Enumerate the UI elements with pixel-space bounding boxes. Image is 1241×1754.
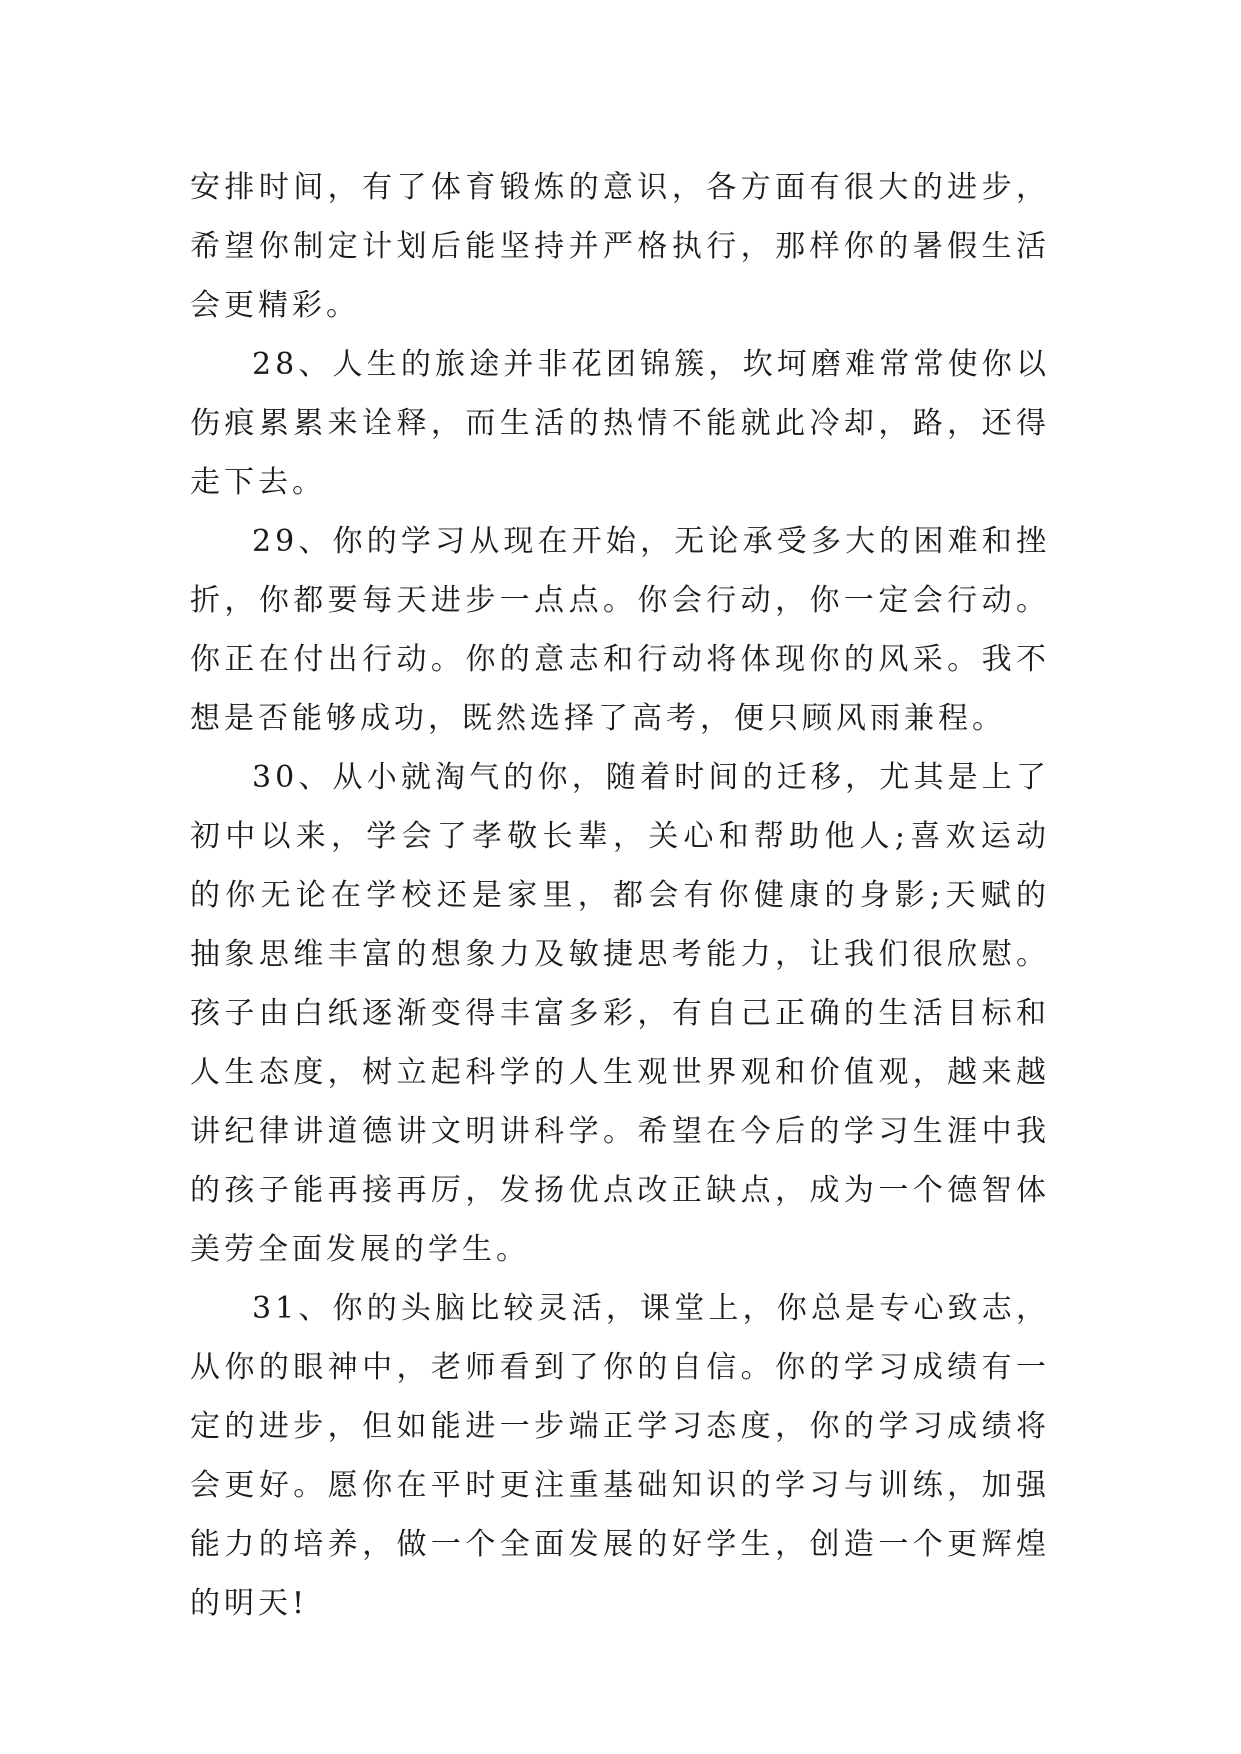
paragraph-31: 31、你的头脑比较灵活，课堂上，你总是专心致志，从你的眼神中，老师看到了你的自信。你的学习成绩有一定的进步，但如能进一步端正学习态度，你的学习成绩将会更好。愿你在平时更注重基础知识的学习与训练，加强能力的培养，做一个全面发展的好学生，创造一个更辉煌的明天! (190, 1291, 1050, 1621)
paragraph-28: 28、人生的旅途并非花团锦簇，坎坷磨难常常使你以伤痕累累来诠释，而生活的热情不能就此冷却，路，还得走下去。 (190, 347, 1050, 500)
paragraph-29: 29、你的学习从现在开始，无论承受多大的困难和挫折，你都要每天进步一点点。你会行动，你一定会行动。你正在付出行动。你的意志和行动将体现你的风采。我不想是否能够成功，既然选择了高考，便只顾风雨兼程。 (190, 524, 1050, 736)
paragraph-continuation: 安排时间，有了体育锻炼的意识，各方面有很大的进步，希望你制定计划后能坚持并严格执行，那样你的暑假生活会更精彩。 (190, 170, 1050, 323)
paragraph-30: 30、从小就淘气的你，随着时间的迁移，尤其是上了初中以来，学会了孝敬长辈，关心和帮助他人;喜欢运动的你无论在学校还是家里，都会有你健康的身影;天赋的抽象思维丰富的想象力及敏捷思考能力，让我们很欣慰。孩子由白纸逐渐变得丰富多彩，有自己正确的生活目标和人生态度，树立起科学的人生观世界观和价值观，越来越讲纪律讲道德讲文明讲科学。希望在今后的学习生涯中我的孩子能再接再厉，发扬优点改正缺点，成为一个德智体美劳全面发展的学生。 (190, 760, 1050, 1267)
document-body (190, 158, 1050, 1633)
